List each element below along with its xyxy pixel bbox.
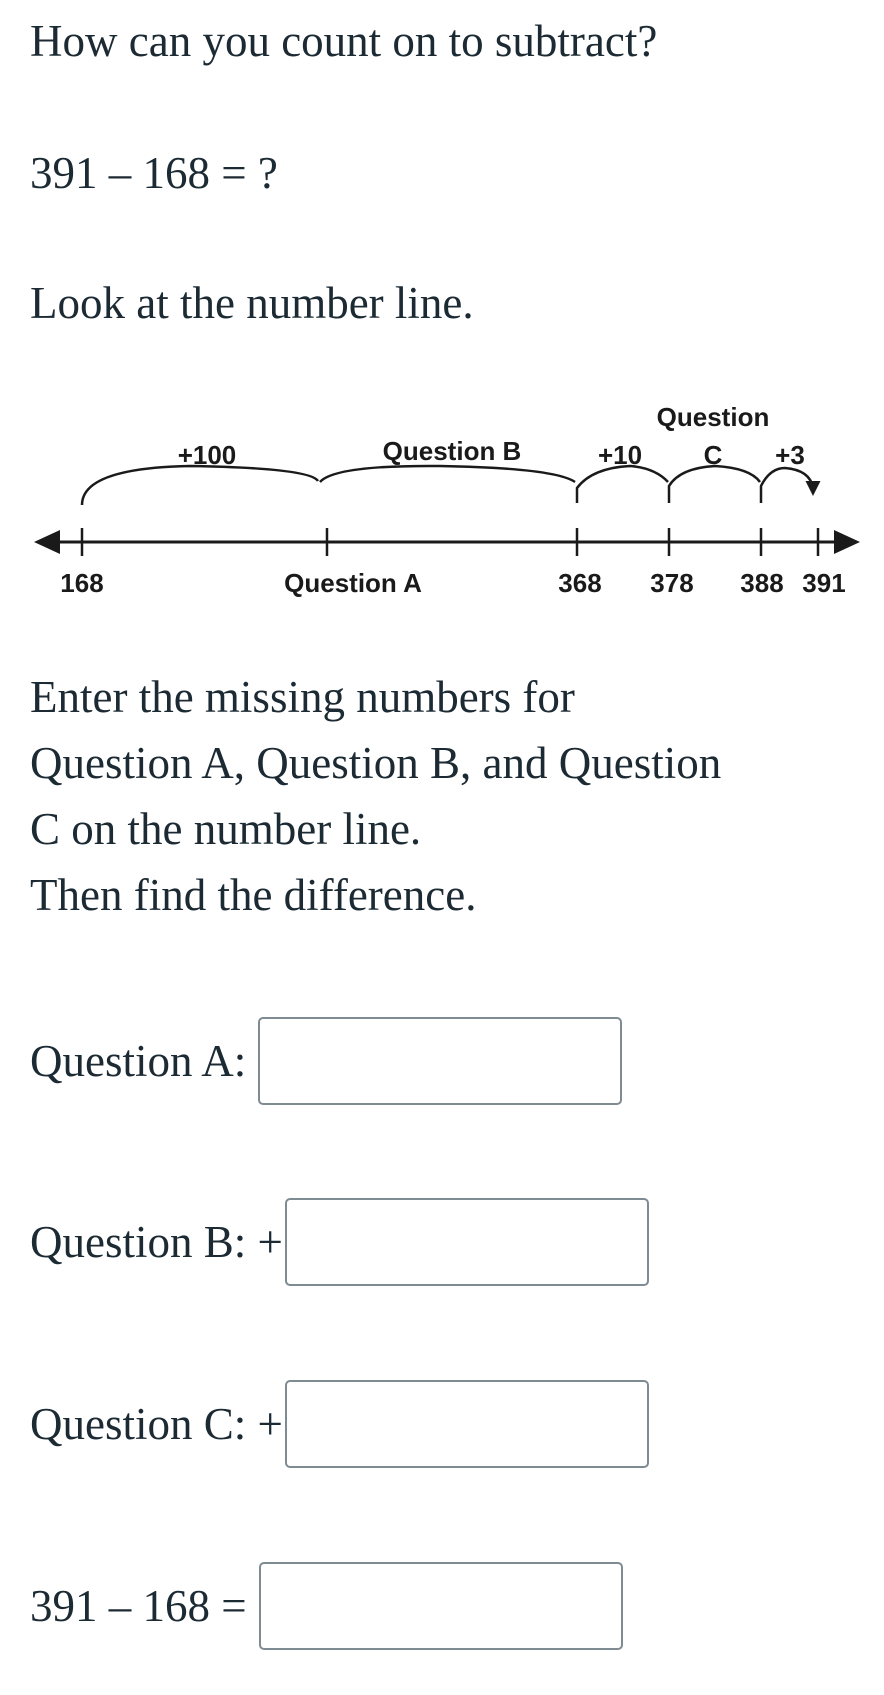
instructions-line: Question A, Question B, and Question	[30, 738, 722, 788]
jump-arc-plus-100	[82, 466, 318, 505]
question-c-label: Question C: +	[30, 1398, 283, 1449]
jump-label-plus-100: +100	[177, 440, 237, 470]
axis-arrow-left	[34, 530, 60, 554]
jump-label-plus-10: +10	[597, 440, 643, 470]
jump-arc-question-c	[669, 466, 760, 503]
question-c-input[interactable]	[285, 1380, 649, 1468]
jump-label-question-b: Question B	[382, 436, 522, 466]
number-line-diagram	[0, 390, 884, 620]
tick-label-168: 168	[60, 568, 104, 598]
jump-label-question-c-line1: Question	[656, 402, 770, 432]
question-title: How can you count on to subtract?	[30, 16, 658, 66]
answer-row-question-b	[30, 1198, 649, 1286]
question-a-input[interactable]	[258, 1017, 622, 1105]
axis-arrow-right	[834, 530, 860, 554]
jump-label-question-c-line2: C	[703, 440, 723, 470]
answer-row-question-a	[30, 1017, 622, 1105]
jump-arc-plus-3	[761, 468, 813, 503]
tick-label-question-a: Question A	[284, 568, 422, 598]
question-b-label: Question B: +	[30, 1216, 283, 1267]
tick-label-391: 391	[802, 568, 846, 598]
equation-text: 391 – 168 = ?	[30, 148, 278, 198]
instructions-line: Then find the difference.	[30, 870, 477, 920]
question-b-input[interactable]	[285, 1198, 649, 1286]
jump-label-plus-3: +3	[775, 440, 805, 470]
tick-label-368: 368	[558, 568, 602, 598]
jump-arcs	[82, 466, 813, 505]
tick-label-378: 378	[650, 568, 694, 598]
jump-arc-question-b	[320, 466, 575, 482]
difference-input[interactable]	[259, 1562, 623, 1650]
tick-label-388: 388	[740, 568, 784, 598]
answer-row-question-c	[30, 1380, 649, 1468]
prompt-text: Look at the number line.	[30, 278, 474, 328]
question-a-label: Question A:	[30, 1035, 247, 1086]
instructions-line: Enter the missing numbers for	[30, 672, 575, 722]
answer-row-difference	[30, 1562, 623, 1650]
jump-arc-plus-10	[577, 466, 668, 503]
instructions-text	[30, 664, 721, 928]
instructions-line: C on the number line.	[30, 804, 422, 854]
difference-label: 391 – 168 =	[30, 1580, 247, 1631]
